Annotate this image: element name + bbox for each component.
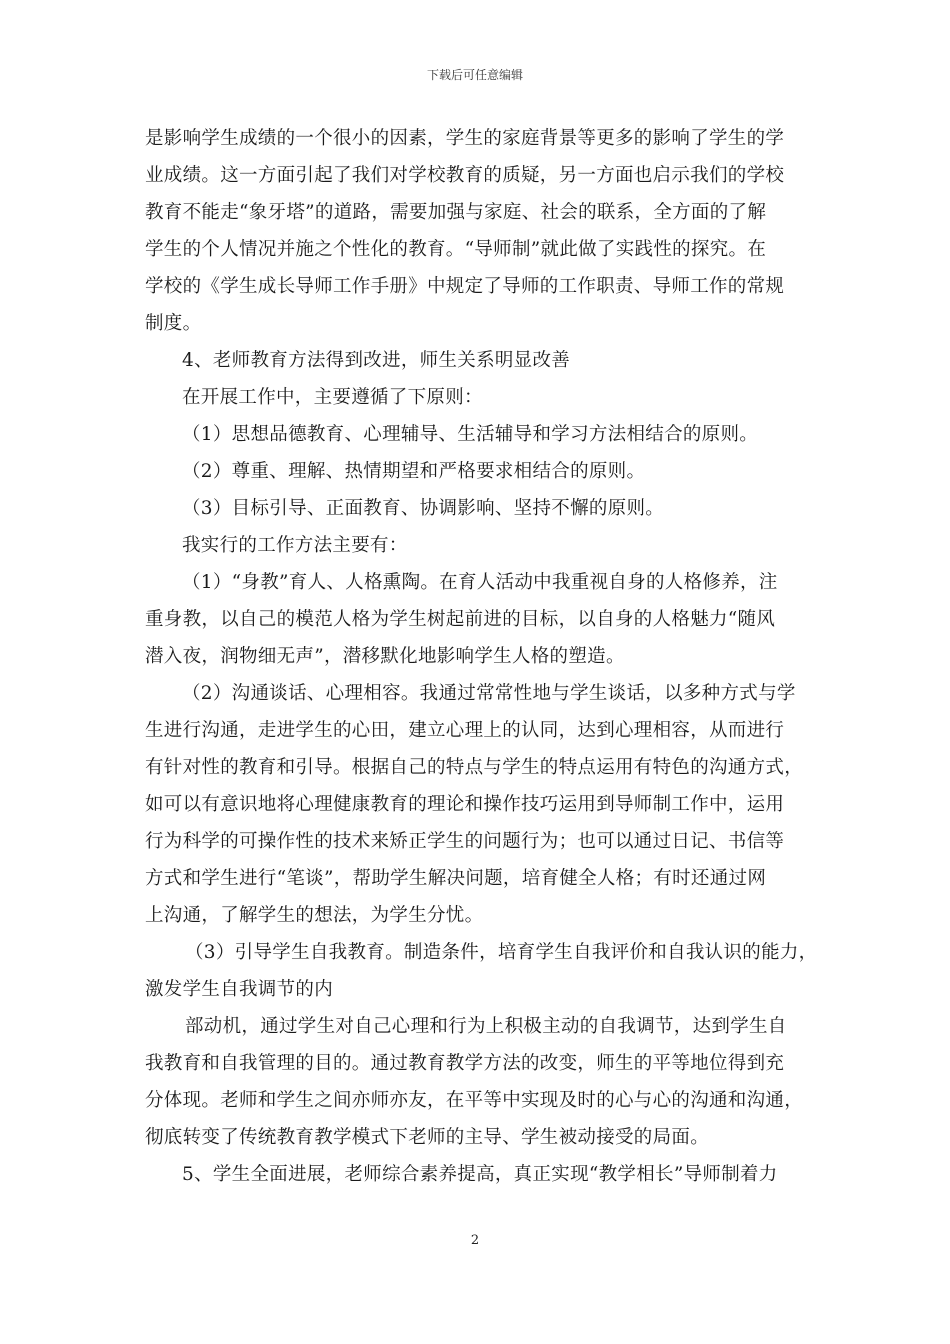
paragraph-line: 业成绩。这一方面引起了我们对学校教育的质疑，另一方面也启示我们的学校 [145, 165, 785, 186]
paragraph-line: 有针对性的教育和引导。根据自己的特点与学生的特点运用有特色的沟通方式， [145, 757, 804, 778]
list-item: （1）思想品德教育、心理辅导、生活辅导和学习方法相结合的原则。 [182, 424, 759, 445]
paragraph-line: 教育不能走“象牙塔”的道路，需要加强与家庭、社会的联系，全方面的了解 [145, 202, 767, 223]
paragraph-line: 潜入夜，润物细无声”，潜移默化地影响学生人格的塑造。 [145, 646, 625, 667]
paragraph-line: 分体现。老师和学生之间亦师亦友，在平等中实现及时的心与心的沟通和沟通， [145, 1090, 804, 1111]
paragraph-line: 我教育和自我管理的目的。通过教育教学方法的改变，师生的平等地位得到充 [145, 1053, 785, 1074]
list-item: （2）尊重、理解、热情期望和严格要求相结合的原则。 [182, 461, 646, 482]
page-number: 2 [470, 1233, 480, 1248]
list-item: （3）目标引导、正面教育、协调影响、坚持不懈的原则。 [182, 498, 665, 519]
paragraph-line: 激发学生自我调节的内 [145, 979, 334, 1000]
list-item: （1）“身教”育人、人格熏陶。在育人活动中我重视自身的人格修养，注 [182, 572, 778, 593]
paragraph-line: 我实行的工作方法主要有： [182, 535, 408, 556]
paragraph-line: 部动机，通过学生对自己心理和行为上积极主动的自我调节，达到学生自 [185, 1016, 787, 1037]
paragraph-line: 学生的个人情况并施之个性化的教育。“导师制”就此做了实践性的探究。在 [145, 239, 767, 260]
list-item: （2）沟通谈话、心理相容。我通过常常性地与学生谈话，以多种方式与学 [182, 683, 796, 704]
paragraph-line: 如可以有意识地将心理健康教育的理论和操作技巧运用到导师制工作中，运用 [145, 794, 785, 815]
section-heading: 5、学生全面进展，老师综合素养提高，真正实现“教学相长”导师制着力 [182, 1164, 778, 1185]
paragraph-line: 彻底转变了传统教育教学模式下老师的主导、学生被动接受的局面。 [145, 1127, 710, 1148]
paragraph-line: 制度。 [145, 313, 202, 334]
paragraph-line: 上沟通，了解学生的想法，为学生分忧。 [145, 905, 484, 926]
section-heading: 4、老师教育方法得到改进，师生关系明显改善 [182, 350, 571, 371]
paragraph-line: 生进行沟通，走进学生的心田，建立心理上的认同，达到心理相容，从而进行 [145, 720, 785, 741]
paragraph-line: 学校的《学生成长导师工作手册》中规定了导师的工作职责、导师工作的常规 [145, 276, 785, 297]
paragraph-line: 重身教，以自己的模范人格为学生树起前进的目标，以自身的人格魅力“随风 [145, 609, 776, 630]
paragraph-line: 是影响学生成绩的一个很小的因素，学生的家庭背景等更多的影响了学生的学 [145, 128, 785, 149]
paragraph-line: 在开展工作中，主要遵循了下原则： [182, 387, 483, 408]
paragraph-line: 方式和学生进行“笔谈”，帮助学生解决问题，培育健全人格；有时还通过网 [145, 868, 767, 889]
list-item: （3）引导学生自我教育。制造条件，培育学生自我评价和自我认识的能力， [185, 942, 818, 963]
paragraph-line: 行为科学的可操作性的技术来矫正学生的问题行为；也可以通过日记、书信等 [145, 831, 785, 852]
page-header: 下载后可任意编辑 [426, 68, 523, 82]
